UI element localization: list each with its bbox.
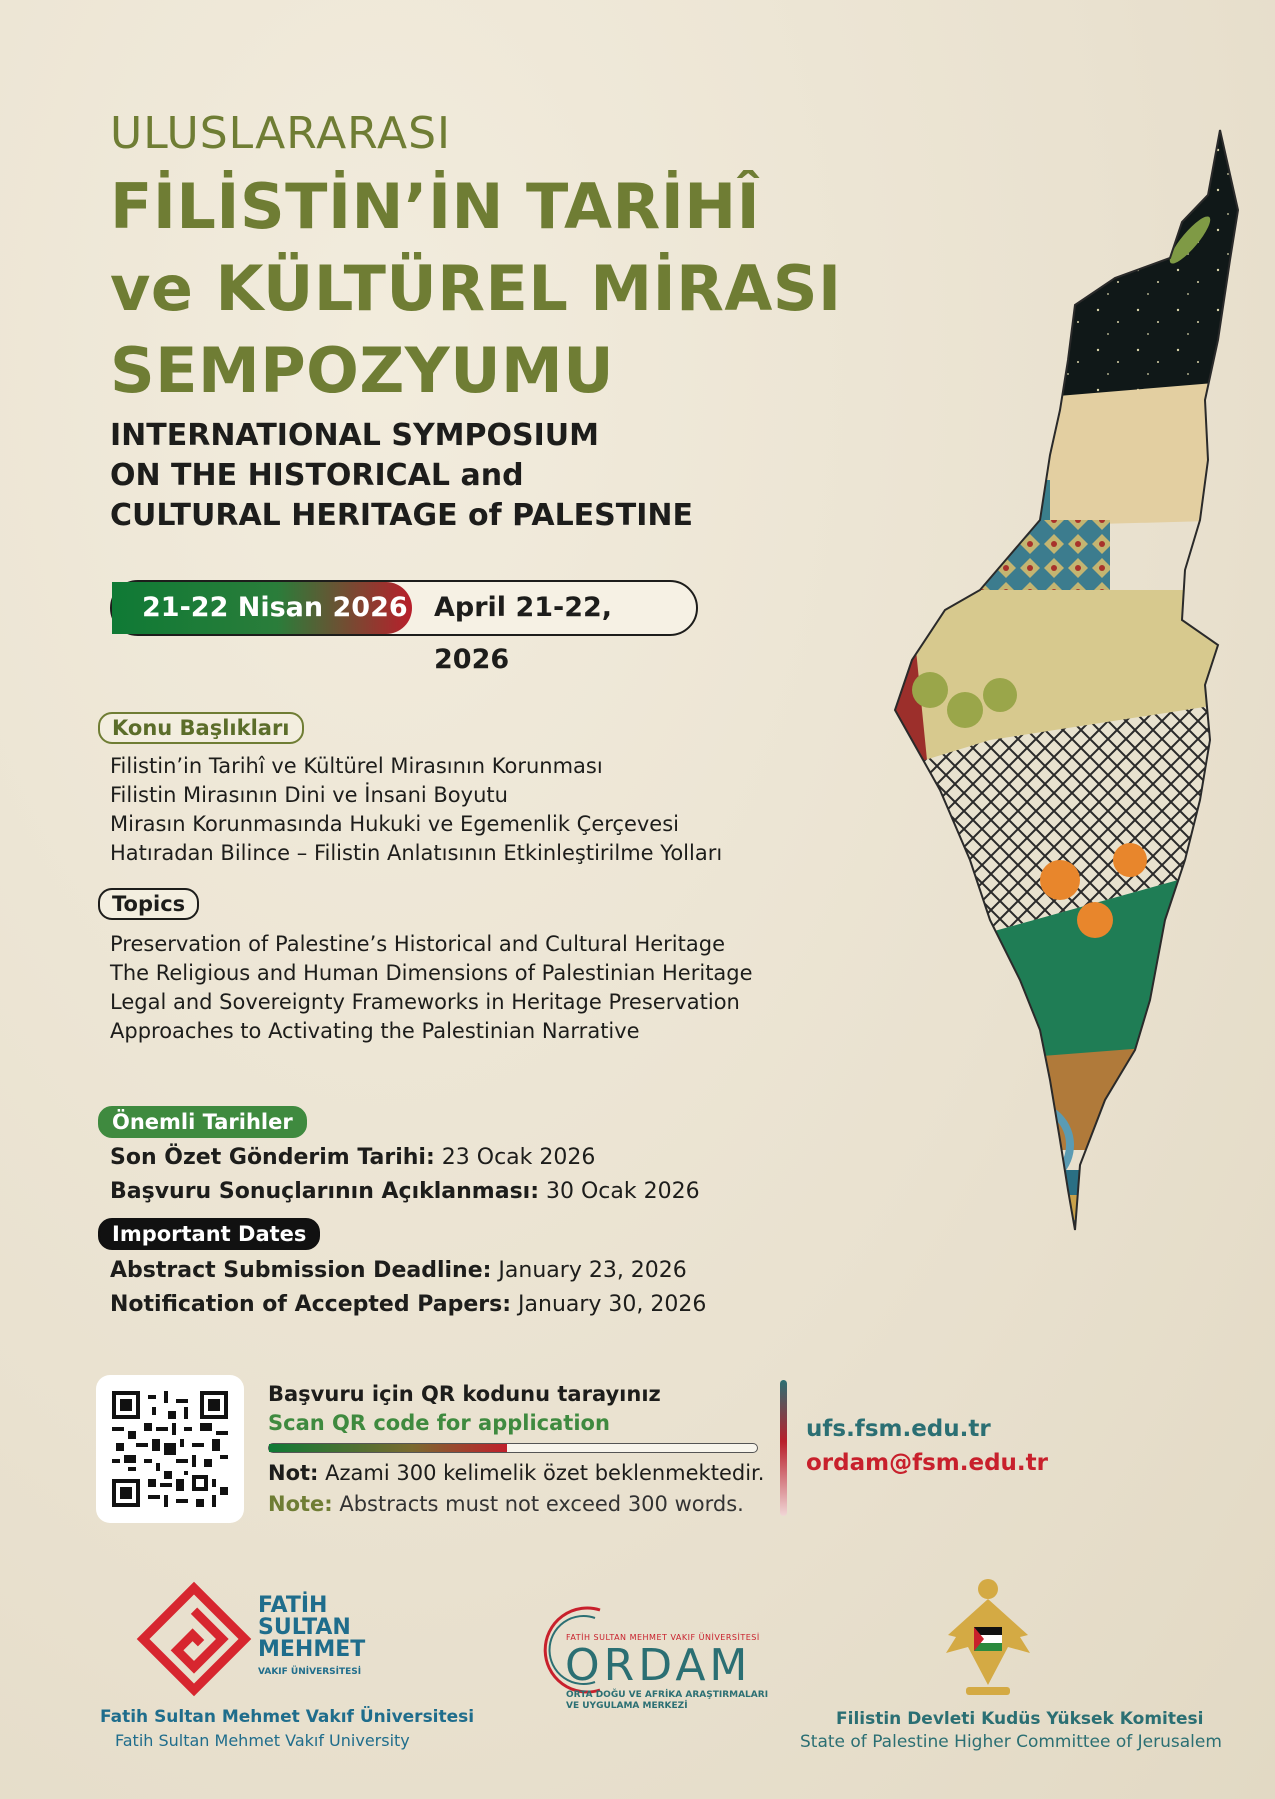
list-item: Approaches to Activating the Palestinian Narrative [110,1019,640,1043]
fsm-university-logo [140,1585,248,1693]
date-row [110,1145,595,1170]
title-line-1: FİLİSTİN’İN TARİHÎ [110,170,761,243]
fsm-logo-line: MEHMET [258,1637,366,1662]
fsm-logo-line: FATİH [258,1593,328,1618]
note-en-key: Note: [268,1492,333,1516]
qr-instruction-tr: Başvuru için QR kodunu tarayınız [268,1382,661,1406]
note-tr-key: Not: [268,1461,319,1485]
title-en-line-2: ON THE HISTORICAL and [110,458,524,493]
ordam-wordmark: ORDAM [565,1640,752,1691]
date-value: January 30, 2026 [511,1292,707,1317]
note-en-text: Abstracts must not exceed 300 words. [332,1492,744,1516]
date-row [110,1258,687,1283]
date-key: Başvuru Sonuçlarının Açıklanması: [110,1179,539,1204]
palestine-eagle-emblem [938,1575,1038,1700]
fsm-logo-subtitle: VAKIF ÜNİVERSİTESİ [258,1667,362,1677]
list-item: Filistin’in Tarihî ve Kültürel Mirasının Korunması [110,754,603,778]
important-dates-en-label: Important Dates [98,1218,320,1250]
title-line-3: SEMPOZYUMU [110,334,615,407]
date-row [110,1179,700,1204]
date-value: 23 Ocak 2026 [434,1145,596,1170]
list-item: The Religious and Human Dimensions of Palestinian Heritage [110,961,753,985]
date-key: Son Özet Gönderim Tarihi: [110,1145,435,1170]
date-pill [110,580,698,675]
date-en: April 21-22, 2026 [434,592,613,675]
list-item: Hatıradan Bilince – Filistin Anlatısının Etkinleştirilme Yolları [110,841,723,865]
decorative-bar [268,1443,758,1453]
palestine-map-illustration [730,100,1250,1370]
date-tr: 21-22 Nisan 2026 [112,582,412,634]
note-en [268,1492,744,1516]
date-key: Notification of Accepted Papers: [110,1292,512,1317]
title-line-2: ve KÜLTÜREL MİRASI [110,252,842,325]
important-dates-tr-label: Önemli Tarihler [98,1106,307,1138]
website-link[interactable]: ufs.fsm.edu.tr [806,1416,991,1442]
list-item: Filistin Mirasının Dini ve İnsani Boyutu [110,783,508,807]
ordam-top-text: FATİH SULTAN MEHMET VAKIF ÜNİVERSİTESİ [566,1633,760,1642]
ordam-subtitle-2: VE UYGULAMA MERKEZİ [566,1701,688,1711]
fsm-name-en: Fatih Sultan Mehmet Vakıf University [115,1731,410,1750]
qr-instruction-en: Scan QR code for application [268,1411,610,1435]
title-en-line-1: INTERNATIONAL SYMPOSIUM [110,418,599,453]
date-row [110,1292,706,1317]
qr-code-icon [112,1391,228,1507]
list-item: Mirasın Korunmasında Hukuki ve Egemenlik Çerçevesi [110,812,679,836]
list-item: Preservation of Palestine’s Historical and Cultural Heritage [110,932,725,956]
title-en-line-3: CULTURAL HERITAGE of PALESTINE [110,498,694,533]
palestine-committee-tr: Filistin Devleti Kudüs Yüksek Komitesi [836,1709,1204,1729]
date-value: 30 Ocak 2026 [539,1179,700,1204]
fsm-logo-wordmark [258,1595,365,1661]
email-link[interactable]: ordam@fsm.edu.tr [806,1450,1049,1476]
note-tr [268,1461,764,1485]
list-item: Legal and Sovereignty Frameworks in Heritage Preservation [110,990,740,1014]
fsm-name-tr: Fatih Sultan Mehmet Vakıf Üniversitesi [100,1707,475,1727]
qr-code[interactable] [96,1375,244,1523]
divider [780,1380,787,1516]
palestine-committee-en: State of Palestine Higher Committee of Jerusalem [800,1732,1222,1752]
decorative-bar-fill [269,1444,507,1452]
topics-en-label: Topics [98,888,199,920]
topics-tr-label: Konu Başlıkları [98,712,304,744]
note-tr-text: Azami 300 kelimelik özet beklenmektedir. [318,1461,765,1485]
fsm-logo-line: SULTAN [258,1615,351,1640]
topics-tr-list [110,752,722,868]
ordam-subtitle-1: ORTA DOĞU VE AFRİKA ARAŞTIRMALARI [566,1690,769,1700]
date-value: January 23, 2026 [491,1258,687,1283]
topics-en-list [110,930,753,1046]
title-intl: ULUSLARARASI [110,108,451,159]
date-key: Abstract Submission Deadline: [110,1258,492,1283]
